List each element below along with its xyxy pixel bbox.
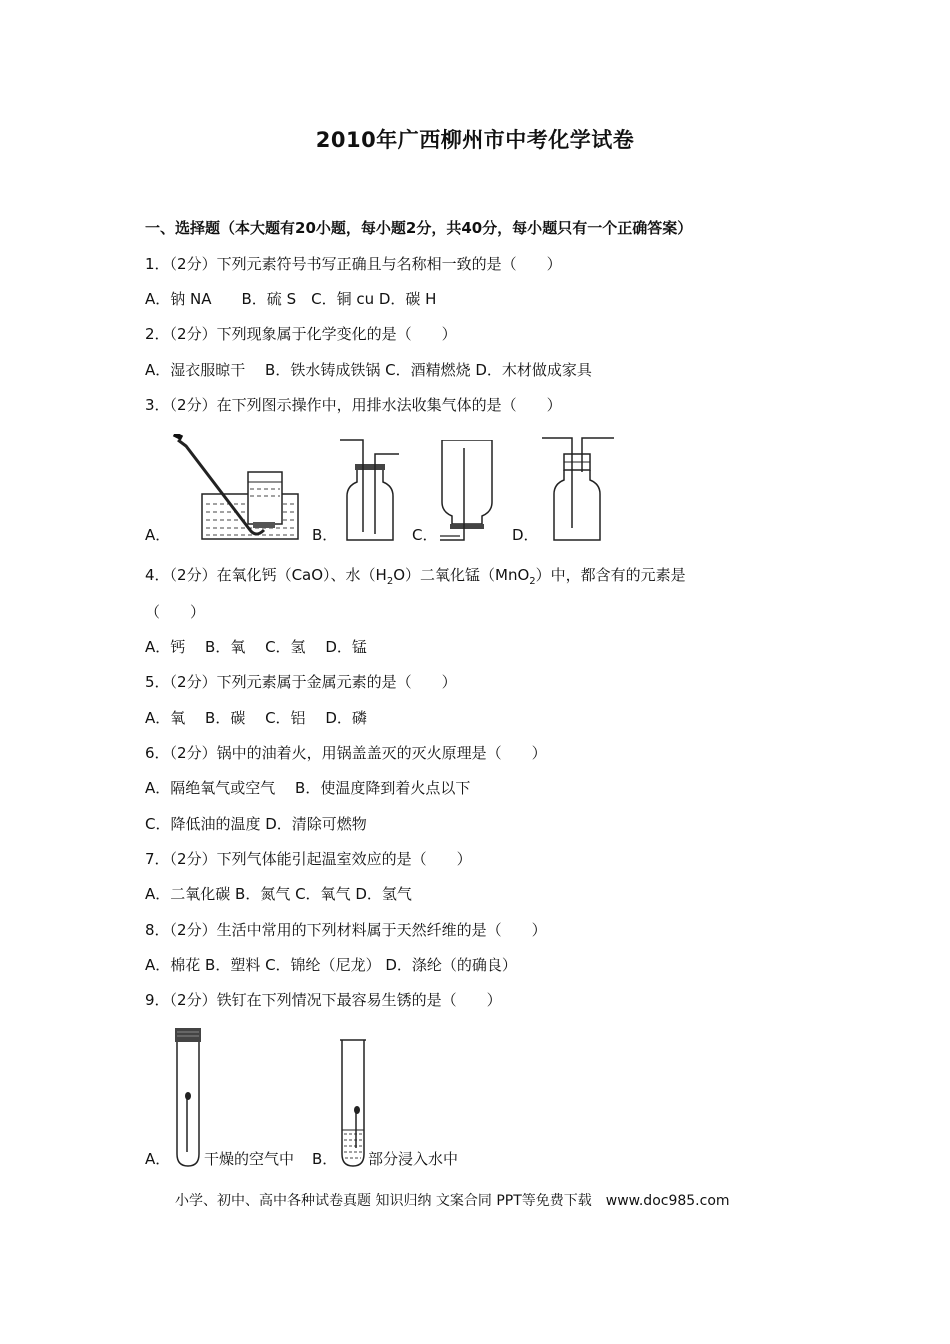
q9-label-b: B． (312, 1150, 338, 1168)
q2-options: A．湿衣服晾干 B．铁水铸成铁锅 C．酒精燃烧 D．木材做成家具 (145, 361, 592, 379)
q5-options: A．氧 B．碳 C．铝 D．磷 (145, 709, 367, 727)
q9-text-a: 干燥的空气中 (204, 1150, 295, 1168)
q6-stem: 6．（2分）锅中的油着火，用锅盖盖灭的灭火原理是（ ） (145, 744, 547, 762)
q1-stem: 1．（2分）下列元素符号书写正确且与名称相一致的是（ ） (145, 255, 562, 273)
q9-label-a: A． (145, 1150, 171, 1168)
section-heading: 一、选择题（本大题有20小题，每小题2分，共40分，每小题只有一个正确答案） (145, 219, 693, 237)
q9-text-b: 部分浸入水中 (368, 1150, 459, 1168)
q7-stem: 7．（2分）下列气体能引起温室效应的是（ ） (145, 850, 472, 868)
q3-label-a: A． (145, 526, 171, 544)
q3-stem: 3．（2分）在下列图示操作中，用排水法收集气体的是（ ） (145, 396, 562, 414)
footer: 小学、初中、高中各种试卷真题 知识归纳 文案合同 PPT等免费下载 www.doc985.com (175, 1193, 730, 1209)
q9-figure-b (336, 1038, 370, 1170)
q4-stem-cont: （ ） (145, 603, 206, 621)
q6-options-2: C．降低油的温度 D．清除可燃物 (145, 815, 367, 833)
q3-figure-c (432, 440, 502, 546)
q4-options: A．钙 B．氧 C．氢 D．锰 (145, 638, 367, 656)
q4-stem (145, 564, 686, 593)
q3-figure-a (170, 434, 305, 544)
q8-options: A．棉花 B．塑料 C．锦纶（尼龙） D．涤纶（的确良） (145, 956, 517, 974)
page-title: 2010年广西柳州市中考化学试卷 (315, 128, 635, 152)
q4-stem-part1: 4．（2分）在氧化钙（CaO）、水（H (145, 566, 387, 584)
q4-stem-part3: ）中，都含有的元素是 (535, 566, 686, 584)
q3-label-c: C． (412, 526, 438, 544)
q5-stem: 5．（2分）下列元素属于金属元素的是（ ） (145, 673, 457, 691)
q4-subscript2: 2 (529, 576, 536, 587)
q1-options: A．钠 NA B．硫 S C．铜 cu D．碳 H (145, 290, 437, 308)
q3-figure-b (335, 436, 405, 546)
q4-subscript1: 2 (386, 576, 394, 587)
q9-stem: 9．（2分）铁钉在下列情况下最容易生锈的是（ ） (145, 991, 502, 1009)
q2-stem: 2．（2分）下列现象属于化学变化的是（ ） (145, 325, 457, 343)
q3-label-d: D． (512, 526, 539, 544)
q7-options: A．二氧化碳 B．氮气 C．氧气 D．氢气 (145, 885, 412, 903)
q6-options-1: A．隔绝氧气或空气 B．使温度降到着火点以下 (145, 779, 471, 797)
q4-stem-part2: O）二氧化锰（MnO (393, 566, 530, 584)
q3-figure-d (538, 432, 618, 544)
q9-figure-a (170, 1026, 206, 1170)
q3-label-b: B． (312, 526, 338, 544)
q8-stem: 8．（2分）生活中常用的下列材料属于天然纤维的是（ ） (145, 921, 547, 939)
